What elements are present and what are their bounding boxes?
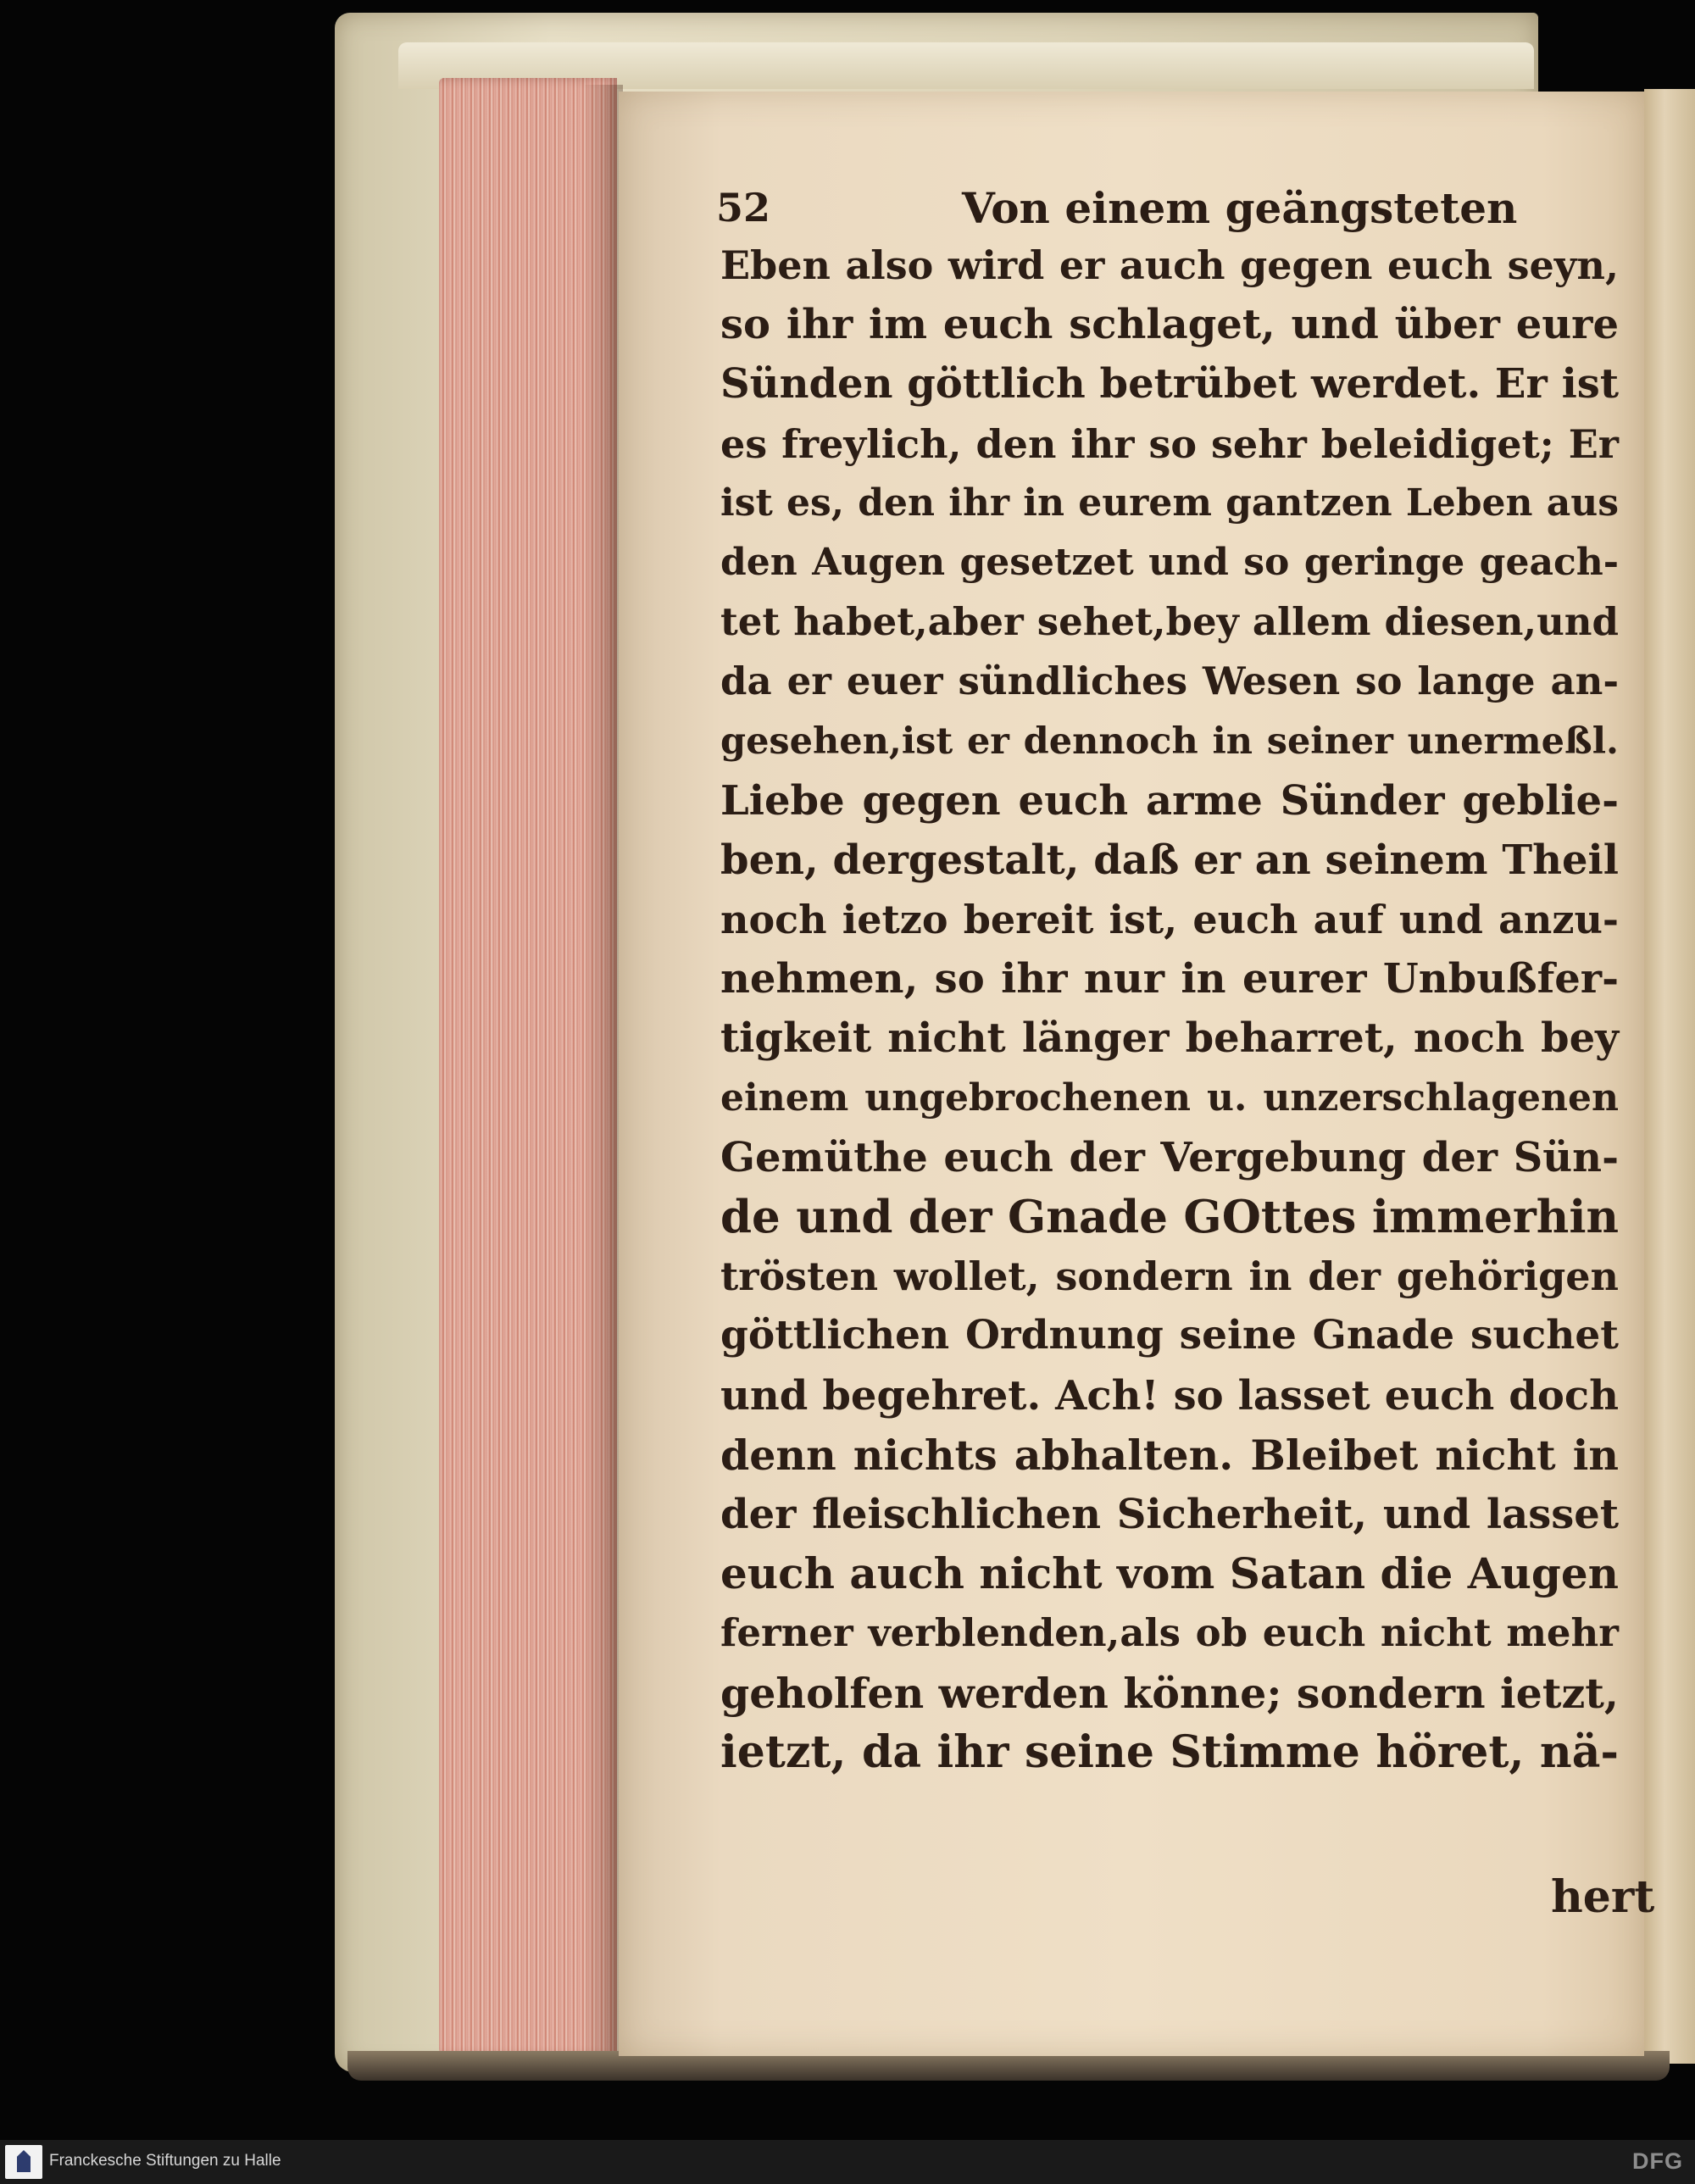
text-line: einem ungebrochenen u. unzerschlagenen	[720, 1075, 1619, 1120]
body-text	[720, 236, 1619, 1782]
text-line: denn nichts abhalten. Bleibet nicht in	[720, 1430, 1619, 1480]
footer-bar	[0, 2140, 1695, 2184]
dfg-logo[interactable]: DFG	[1632, 2148, 1683, 2174]
text-line: euch auch nicht vom Satan die Augen	[720, 1548, 1619, 1599]
text-line: Sünden göttlich betrübet werdet. Er ist	[720, 360, 1619, 408]
page-number: 52	[716, 185, 771, 231]
catchword: hert	[1551, 1871, 1655, 1923]
text-line: Liebe gegen euch arme Sünder geblie-	[720, 776, 1619, 825]
text-line: gesehen,ist er dennoch in seiner unermeßl.	[720, 720, 1619, 763]
gutter-shadow	[585, 85, 623, 2051]
text-line: ben, dergestalt, daß er an seinem Theil	[720, 836, 1619, 884]
text-line: der fleischlichen Sicherheit, und lasset	[720, 1490, 1619, 1538]
text-line: so ihr im euch schlaget, und über eure	[720, 301, 1619, 349]
text-line: trösten wollet, sondern in der gehörigen	[720, 1253, 1619, 1300]
text-line: es freylich, den ihr so sehr beleidiget; Er	[720, 420, 1619, 467]
institution-link[interactable]: Franckesche Stiftungen zu Halle	[49, 2152, 281, 2170]
text-line: den Augen gesetzet und so geringe geach-	[720, 540, 1619, 584]
text-line: ietzt, da ihr seine Stimme höret, nä-	[720, 1726, 1619, 1778]
text-line: und begehret. Ach! so lasset euch doch	[720, 1371, 1619, 1420]
institution-logo-icon[interactable]	[5, 2145, 42, 2179]
text-line: tigkeit nicht länger beharret, noch bey	[720, 1014, 1619, 1063]
text-line: Gemüthe euch der Vergebung der Sün-	[720, 1133, 1619, 1181]
text-line: de und der Gnade GOttes immerhin	[720, 1191, 1619, 1243]
text-line: nehmen, so ihr nur in eurer Unbußfer-	[720, 955, 1619, 1003]
text-line: da er euer sündliches Wesen so lange an-	[720, 659, 1619, 704]
text-line: Eben also wird er auch gegen euch seyn,	[720, 242, 1619, 288]
text-line: tet habet,aber sehet,bey allem diesen,und	[720, 599, 1619, 645]
text-line: noch ietzo bereit ist, euch auf und anzu-	[720, 897, 1619, 943]
text-line: göttlichen Ordnung seine Gnade suchet	[720, 1312, 1619, 1359]
book-page	[619, 92, 1655, 2056]
text-line: ferner verblenden,als ob euch nicht mehr	[720, 1610, 1619, 1656]
running-head	[619, 176, 1644, 236]
text-line: ist es, den ihr in eurem gantzen Leben aus	[720, 481, 1619, 525]
facing-page-edge	[1644, 89, 1695, 2064]
running-head-title: Von einem geängsteten	[962, 183, 1518, 233]
text-line: geholfen werden könne; sondern ietzt,	[720, 1668, 1619, 1718]
